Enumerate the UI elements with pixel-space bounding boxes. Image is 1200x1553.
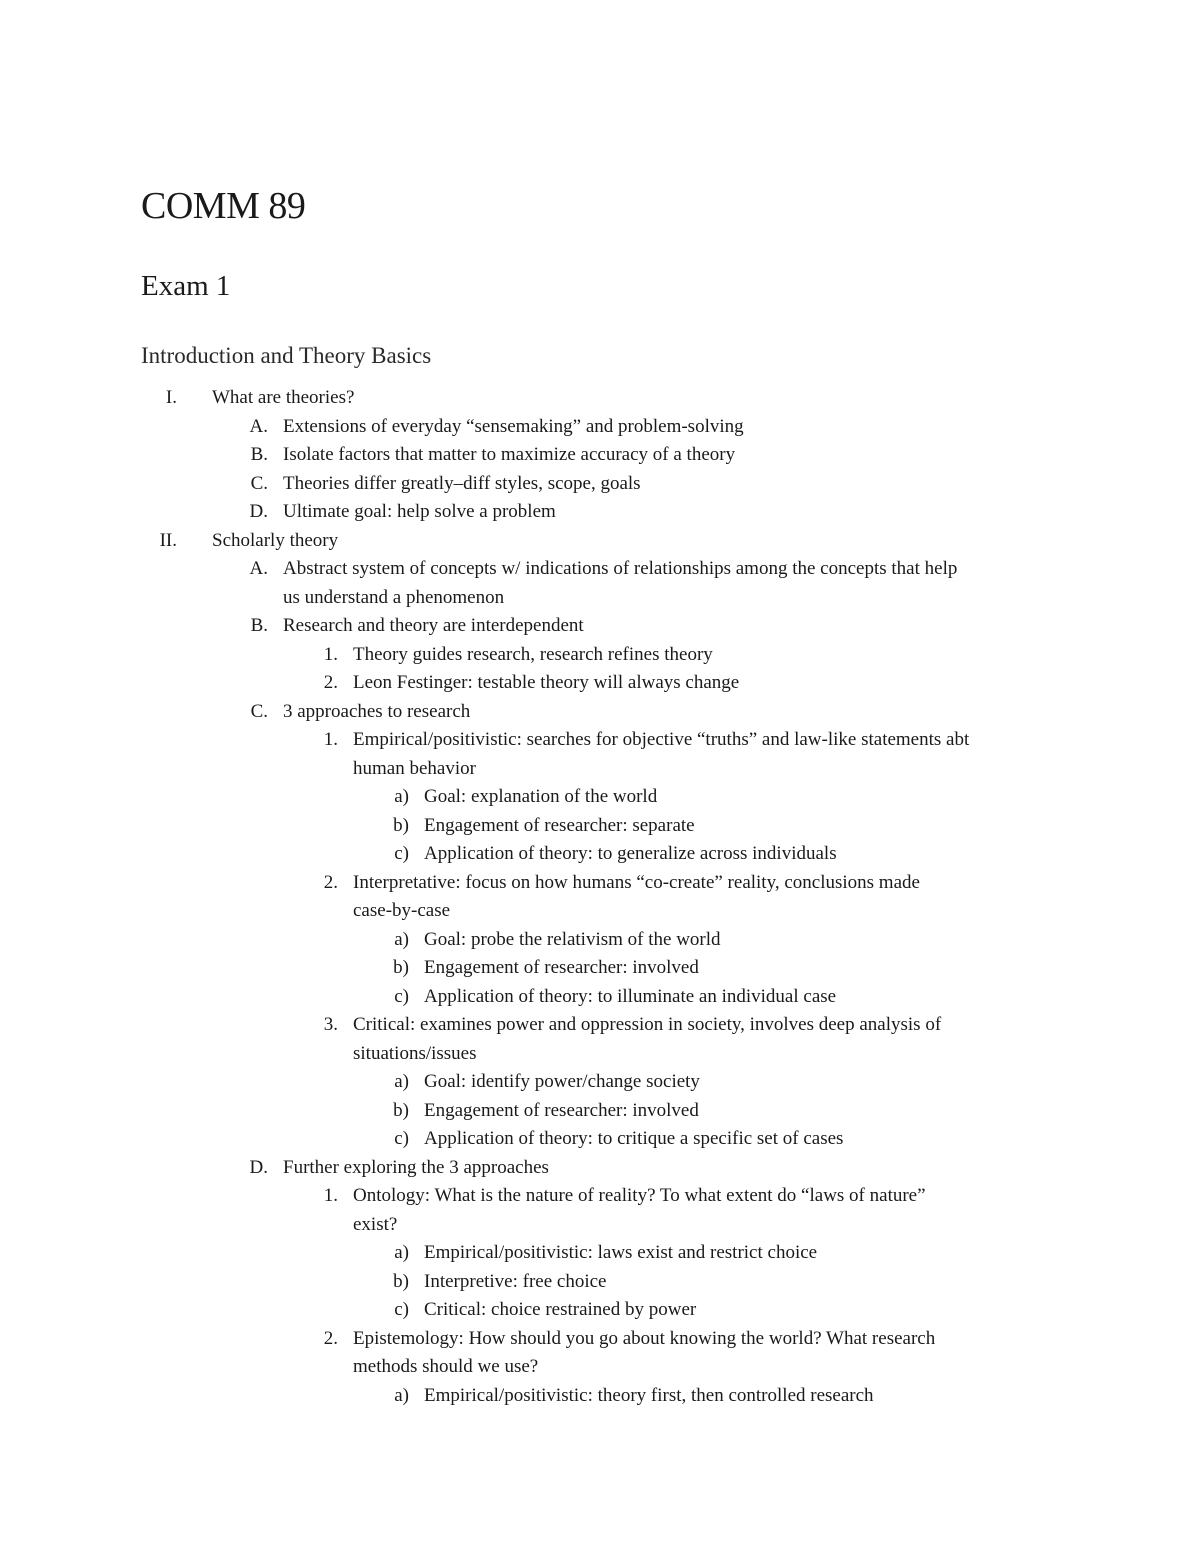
outline-text: Scholarly theory xyxy=(212,529,339,551)
outline-marker: c) xyxy=(394,1128,409,1149)
outline-item xyxy=(0,1125,1200,1154)
outline-item xyxy=(0,612,1200,641)
outline-item xyxy=(0,897,1200,926)
outline-item xyxy=(0,926,1200,955)
outline-text: Empirical/positivistic: searches for objective “truths” and law-like statements abt xyxy=(353,729,970,750)
outline-item xyxy=(0,1296,1200,1325)
outline-text: Theory guides research, research refines theory xyxy=(353,643,713,665)
outline-item xyxy=(0,869,1200,898)
outline-text: Engagement of researcher: involved xyxy=(424,957,699,978)
outline-text: Application of theory: to generalize across individuals xyxy=(424,843,837,864)
outline-text: Research and theory are interdependent xyxy=(283,615,584,636)
outline-item xyxy=(0,1382,1200,1411)
outline-item xyxy=(0,1325,1200,1354)
outline-item xyxy=(0,812,1200,841)
outline-item xyxy=(0,983,1200,1012)
outline-marker: b) xyxy=(393,1270,409,1292)
outline-item xyxy=(0,1353,1200,1382)
outline-item xyxy=(0,1068,1200,1097)
section-heading: Introduction and Theory Basics xyxy=(141,343,432,368)
outline-marker: b) xyxy=(393,1099,409,1121)
outline-text: Theories differ greatly–diff styles, scope, goals xyxy=(283,472,641,494)
outline-item xyxy=(0,527,1200,556)
outline-item xyxy=(0,1097,1200,1126)
outline-item xyxy=(0,441,1200,470)
outline-marker: 2. xyxy=(323,672,338,693)
outline-marker: c) xyxy=(394,1299,409,1320)
outline-marker: a) xyxy=(394,1071,409,1092)
outline-item xyxy=(0,783,1200,812)
outline-item xyxy=(0,384,1200,413)
outline-text: Engagement of researcher: involved xyxy=(424,1099,699,1121)
outline-marker: B. xyxy=(250,444,268,465)
outline-marker: b) xyxy=(393,814,409,836)
outline-item xyxy=(0,1182,1200,1211)
outline-marker: c) xyxy=(394,843,409,864)
outline-text: Interpretative: focus on how humans “co-create” reality, conclusions made xyxy=(353,871,920,893)
outline-marker: C. xyxy=(250,472,268,494)
outline-item xyxy=(0,755,1200,784)
outline-marker: I. xyxy=(165,387,177,408)
outline-text: Goal: identify power/change society xyxy=(424,1071,700,1092)
outline-marker: c) xyxy=(394,985,409,1007)
outline-item xyxy=(0,1239,1200,1268)
outline-text: 3 approaches to research xyxy=(283,700,471,722)
outline-marker: a) xyxy=(394,1384,409,1406)
outline-item xyxy=(0,413,1200,442)
outline-marker: 1. xyxy=(323,729,338,750)
outline-marker: a) xyxy=(394,1242,409,1263)
outline-item xyxy=(0,641,1200,670)
outline-text: Ontology: What is the nature of reality? To what extent do “laws of nature” xyxy=(353,1185,926,1206)
outline-list xyxy=(0,384,1200,1410)
outline-text: situations/issues xyxy=(353,1042,477,1064)
outline-marker: 2. xyxy=(323,871,338,893)
outline-marker: II. xyxy=(159,529,177,551)
outline-text: Epistemology: How should you go about knowing the world? What research xyxy=(353,1327,936,1349)
outline-text: Empirical/positivistic: theory first, then controlled research xyxy=(424,1384,874,1406)
outline-text: Further exploring the 3 approaches xyxy=(283,1156,549,1178)
outline-item xyxy=(0,1154,1200,1183)
outline-item xyxy=(0,698,1200,727)
outline-marker: 1. xyxy=(323,643,338,665)
outline-item xyxy=(0,498,1200,527)
outline-marker: a) xyxy=(394,786,409,807)
outline-item xyxy=(0,726,1200,755)
outline-marker: 3. xyxy=(323,1014,338,1035)
outline-text: us understand a phenomenon xyxy=(283,586,505,608)
outline-item xyxy=(0,1268,1200,1297)
outline-text: Extensions of everyday “sensemaking” and problem-solving xyxy=(283,415,744,437)
outline-text: Goal: probe the relativism of the world xyxy=(424,928,721,950)
outline-text: exist? xyxy=(353,1213,398,1235)
outline-text: What are theories? xyxy=(212,387,355,408)
outline-text: Isolate factors that matter to maximize accuracy of a theory xyxy=(283,444,736,465)
doc-subtitle: Exam 1 xyxy=(141,270,231,302)
outline-text: human behavior xyxy=(353,757,476,779)
outline-marker: b) xyxy=(393,957,409,978)
outline-text: Leon Festinger: testable theory will always change xyxy=(353,672,740,693)
outline-text: Empirical/positivistic: laws exist and restrict choice xyxy=(424,1242,818,1263)
outline-item xyxy=(0,954,1200,983)
outline-marker: D. xyxy=(249,501,268,522)
outline-text: methods should we use? xyxy=(353,1356,539,1377)
outline-marker: a) xyxy=(394,928,409,950)
outline-marker: A. xyxy=(249,415,268,437)
outline-text: Abstract system of concepts w/ indications of relationships among the concepts that help xyxy=(283,558,958,579)
outline-text: Critical: choice restrained by power xyxy=(424,1299,697,1320)
outline-text: Application of theory: to illuminate an individual case xyxy=(424,985,837,1007)
outline-item xyxy=(0,1040,1200,1069)
outline-marker: C. xyxy=(250,700,268,722)
outline-item xyxy=(0,555,1200,584)
outline-text: Application of theory: to critique a specific set of cases xyxy=(424,1128,844,1149)
doc-title: COMM 89 xyxy=(141,185,306,227)
outline-marker: A. xyxy=(249,558,268,579)
outline-item xyxy=(0,1211,1200,1240)
outline-text: Critical: examines power and oppression in society, involves deep analysis of xyxy=(353,1014,942,1035)
outline-item xyxy=(0,470,1200,499)
outline-marker: 1. xyxy=(323,1185,338,1206)
outline-text: case-by-case xyxy=(353,900,451,921)
outline-text: Engagement of researcher: separate xyxy=(424,814,695,836)
outline-text: Goal: explanation of the world xyxy=(424,786,658,807)
outline-marker: B. xyxy=(250,615,268,636)
outline-item xyxy=(0,1011,1200,1040)
outline-text: Interpretive: free choice xyxy=(424,1270,607,1292)
outline-marker: D. xyxy=(249,1156,268,1178)
outline-marker: 2. xyxy=(323,1327,338,1349)
outline-item xyxy=(0,840,1200,869)
outline-item xyxy=(0,669,1200,698)
outline-item xyxy=(0,584,1200,613)
outline-text: Ultimate goal: help solve a problem xyxy=(283,501,556,522)
